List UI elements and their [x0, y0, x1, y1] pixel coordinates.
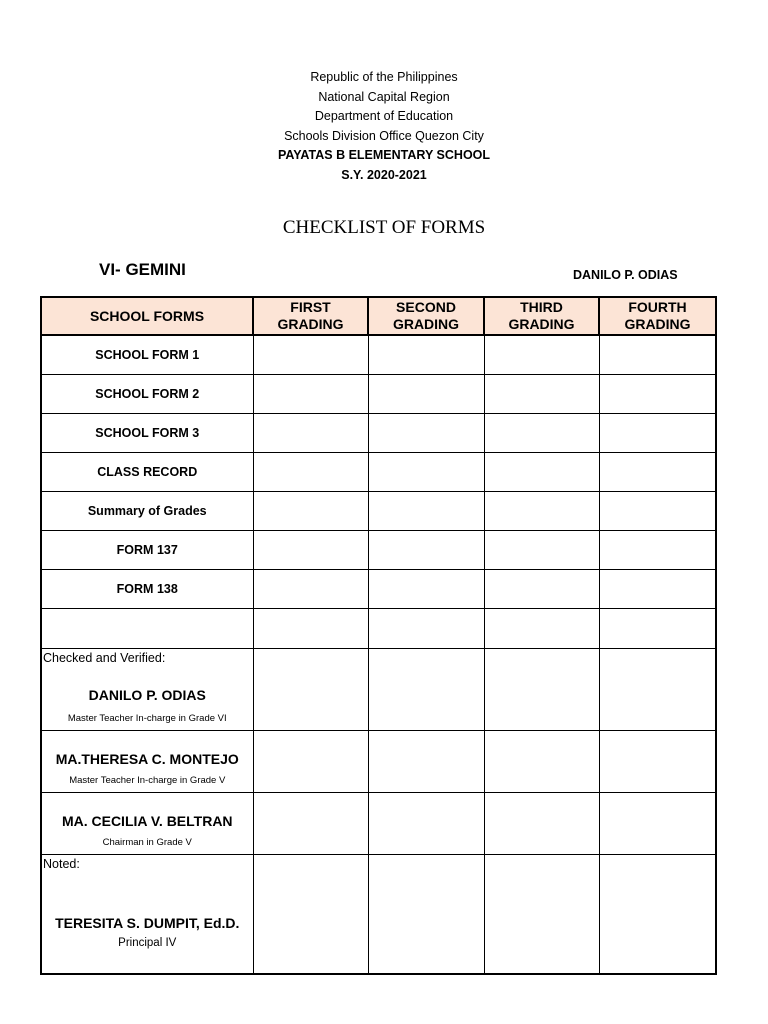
signature-cell-second[interactable] — [368, 649, 484, 731]
signature-cell-third[interactable] — [484, 731, 599, 793]
check-cell-second[interactable] — [368, 492, 484, 531]
header-fourth-grading: FOURTH GRADING — [599, 297, 716, 335]
form-label: FORM 137 — [41, 531, 253, 570]
check-cell-first[interactable] — [253, 375, 368, 414]
signature-cell-third[interactable] — [484, 793, 599, 855]
signature-cell-third[interactable] — [484, 855, 599, 974]
header-first-grading: FIRST GRADING — [253, 297, 368, 335]
check-cell-first[interactable] — [253, 492, 368, 531]
signature-cell-first[interactable] — [253, 855, 368, 974]
check-cell-third[interactable] — [484, 531, 599, 570]
header-line-division: Schools Division Office Quezon City — [284, 128, 484, 143]
section-name: VI- GEMINI — [99, 260, 186, 279]
header-second-grading: SECOND GRADING — [368, 297, 484, 335]
signature-cell-fourth[interactable] — [599, 649, 716, 731]
form-label: FORM 138 — [41, 570, 253, 609]
signatory-role: Principal IV — [118, 937, 177, 949]
checked-verified-label: Checked and Verified: — [43, 651, 166, 665]
header-line-region: National Capital Region — [318, 89, 450, 104]
table-row — [41, 453, 716, 492]
signatory-role: Master Teacher In-charge in Grade VI — [67, 713, 227, 724]
form-label: SCHOOL FORM 3 — [41, 414, 253, 453]
adviser-name: DANILO P. ODIAS — [573, 268, 678, 282]
table-row — [41, 414, 716, 453]
signature-row — [41, 793, 716, 855]
signature-cell-first[interactable] — [253, 649, 368, 731]
header-line-school: PAYATAS B ELEMENTARY SCHOOL — [277, 148, 491, 163]
signature-cell-second[interactable] — [368, 793, 484, 855]
signature-cell — [41, 855, 253, 974]
form-label: CLASS RECORD — [41, 453, 253, 492]
signature-cell-second[interactable] — [368, 855, 484, 974]
form-label: SCHOOL FORM 1 — [41, 335, 253, 375]
check-cell-fourth[interactable] — [599, 414, 716, 453]
check-cell-fourth[interactable] — [599, 531, 716, 570]
signatory-role: Chairman in Grade V — [102, 837, 192, 848]
check-cell-third[interactable] — [484, 335, 599, 375]
check-cell-second[interactable] — [368, 375, 484, 414]
check-cell-second[interactable] — [368, 570, 484, 609]
check-cell-third[interactable] — [484, 609, 599, 649]
check-cell-fourth[interactable] — [599, 570, 716, 609]
signatory-name: TERESITA S. DUMPIT, Ed.D. — [55, 915, 240, 931]
check-cell-first[interactable] — [253, 414, 368, 453]
document-header — [0, 68, 768, 186]
check-cell-first[interactable] — [253, 609, 368, 649]
signature-cell — [41, 793, 253, 855]
check-cell-first[interactable] — [253, 531, 368, 570]
table-row — [41, 492, 716, 531]
signatory-name: DANILO P. ODIAS — [88, 687, 206, 703]
form-label-blank — [41, 609, 253, 649]
signature-row — [41, 649, 716, 731]
table-row — [41, 531, 716, 570]
table-row — [41, 375, 716, 414]
form-label: SCHOOL FORM 2 — [41, 375, 253, 414]
check-cell-first[interactable] — [253, 570, 368, 609]
check-cell-first[interactable] — [253, 335, 368, 375]
check-cell-second[interactable] — [368, 335, 484, 375]
header-line-country: Republic of the Philippines — [310, 70, 458, 84]
signature-cell-second[interactable] — [368, 731, 484, 793]
check-cell-second[interactable] — [368, 609, 484, 649]
signatory-name: MA.THERESA C. MONTEJO — [55, 751, 239, 767]
form-label: Summary of Grades — [41, 492, 253, 531]
check-cell-third[interactable] — [484, 414, 599, 453]
check-cell-fourth[interactable] — [599, 375, 716, 414]
signature-row — [41, 731, 716, 793]
signature-cell — [41, 649, 253, 731]
check-cell-third[interactable] — [484, 492, 599, 531]
signature-row — [41, 855, 716, 974]
check-cell-second[interactable] — [368, 531, 484, 570]
check-cell-third[interactable] — [484, 570, 599, 609]
document-title: CHECKLIST OF FORMS — [282, 217, 486, 238]
noted-label: Noted: — [43, 857, 80, 871]
table-row-blank — [41, 609, 716, 649]
signature-cell-fourth[interactable] — [599, 793, 716, 855]
check-cell-second[interactable] — [368, 414, 484, 453]
header-line-school-year: S.Y. 2020-2021 — [341, 167, 427, 182]
signatory-role: Master Teacher In-charge in Grade V — [69, 775, 226, 786]
header-third-grading: THIRD GRADING — [484, 297, 599, 335]
header-line-department: Department of Education — [314, 109, 454, 124]
signature-cell-first[interactable] — [253, 793, 368, 855]
check-cell-third[interactable] — [484, 375, 599, 414]
signature-cell-fourth[interactable] — [599, 731, 716, 793]
check-cell-fourth[interactable] — [599, 335, 716, 375]
signature-cell-third[interactable] — [484, 649, 599, 731]
signature-cell — [41, 731, 253, 793]
check-cell-fourth[interactable] — [599, 492, 716, 531]
table-row — [41, 570, 716, 609]
check-cell-fourth[interactable] — [599, 453, 716, 492]
signature-cell-fourth[interactable] — [599, 855, 716, 974]
table-row — [41, 335, 716, 375]
check-cell-fourth[interactable] — [599, 609, 716, 649]
check-cell-first[interactable] — [253, 453, 368, 492]
signature-cell-first[interactable] — [253, 731, 368, 793]
signatory-name: MA. CECILIA V. BELTRAN — [61, 813, 233, 829]
checklist-table — [40, 296, 717, 975]
header-school-forms: SCHOOL FORMS — [41, 297, 253, 335]
check-cell-third[interactable] — [484, 453, 599, 492]
check-cell-second[interactable] — [368, 453, 484, 492]
